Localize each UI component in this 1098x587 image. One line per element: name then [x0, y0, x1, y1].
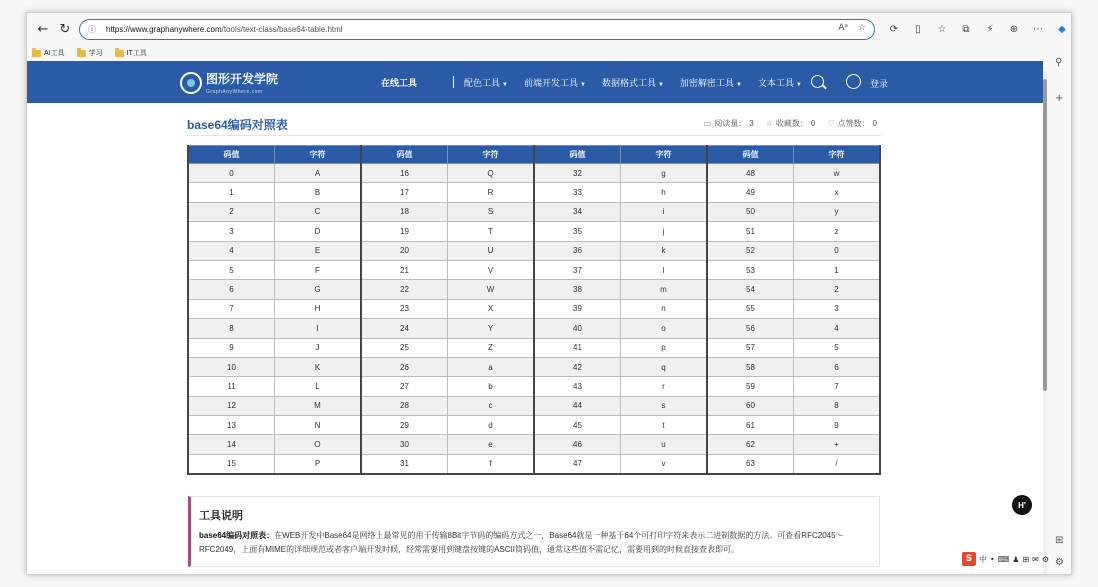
read-aloud-icon[interactable]: Aᵃ: [838, 23, 848, 33]
like-label: 点赞数：: [837, 119, 870, 128]
char-cell: a: [448, 357, 535, 376]
description-body: 在WEB开发中Base64是网络上最常见的用于传输8Bit字节码的编码方式之一，Base64就是一种基于64个可打印字符来表示二进制数据的方法。可查看RFC2045～RFC2049，上面有MIME的详细规范或者客户端开发时候，经常需要用到键盘按键的ASCII简码值，通常这些值不需记忆，需要用到的时候直接查表即可。: [199, 531, 844, 554]
char-cell: D: [275, 222, 362, 241]
nav-online-tools[interactable]: 在线工具: [381, 77, 418, 88]
nav-text-tools[interactable]: [758, 76, 802, 89]
code-value-cell: 50: [707, 202, 794, 221]
star-icon: ☆: [765, 119, 773, 128]
table-header-row: [188, 146, 880, 164]
char-cell: d: [448, 416, 535, 435]
base64-table: [187, 145, 881, 475]
char-cell: P: [275, 454, 362, 473]
code-value-cell: 62: [707, 435, 794, 454]
login-link[interactable]: 登录: [870, 79, 889, 89]
char-cell: 1: [794, 260, 881, 279]
read-value: 3: [749, 119, 754, 128]
code-value-cell: 4: [188, 241, 275, 260]
browser-essentials-icon[interactable]: ⊕: [1009, 23, 1019, 35]
char-cell: 3: [794, 299, 881, 318]
code-value-cell: 60: [707, 396, 794, 415]
bookmark-label: AI工具: [44, 50, 65, 57]
header-code: 码值: [188, 146, 275, 164]
char-cell: t: [621, 416, 708, 435]
description-lead: base64编码对照表：: [199, 531, 275, 540]
favorite-star-icon[interactable]: ☆: [857, 23, 866, 33]
favorites-icon[interactable]: ☆: [937, 23, 947, 35]
code-value-cell: 42: [534, 357, 621, 376]
code-value-cell: 44: [534, 396, 621, 415]
code-value-cell: 22: [361, 280, 448, 299]
char-cell: 0: [794, 241, 881, 260]
tool-description: [188, 496, 880, 567]
table-row: [188, 319, 880, 338]
header-code: 码值: [534, 146, 621, 164]
bookmarks-bar: [27, 45, 1072, 61]
char-cell: j: [621, 222, 708, 241]
code-value-cell: 41: [534, 338, 621, 357]
code-value-cell: 2: [188, 202, 275, 221]
char-cell: M: [275, 396, 362, 415]
heart-icon: ♡: [827, 119, 835, 128]
code-value-cell: 61: [707, 416, 794, 435]
description-text: [199, 529, 871, 557]
table-row: [188, 338, 880, 357]
caret-down-icon: ▼: [502, 81, 508, 88]
collections-icon[interactable]: ⧉: [962, 23, 970, 35]
code-value-cell: 27: [361, 377, 448, 396]
code-value-cell: 8: [188, 319, 275, 338]
code-value-cell: 49: [707, 183, 794, 202]
code-value-cell: 58: [707, 357, 794, 376]
code-value-cell: 6: [188, 280, 275, 299]
code-value-cell: 32: [534, 164, 621, 183]
nav-color-tools[interactable]: [464, 76, 508, 89]
code-value-cell: 18: [361, 202, 448, 221]
table-row: [188, 396, 880, 415]
code-value-cell: 52: [707, 241, 794, 260]
header-char: 字符: [448, 146, 535, 164]
sidebar-layout-icon[interactable]: ⊞: [1055, 535, 1064, 546]
char-cell: 4: [794, 319, 881, 338]
char-cell: Z: [448, 338, 535, 357]
char-cell: O: [275, 435, 362, 454]
char-cell: b: [448, 377, 535, 396]
char-cell: r: [621, 377, 708, 396]
char-cell: v: [621, 454, 708, 473]
char-cell: C: [275, 202, 362, 221]
code-value-cell: 35: [534, 222, 621, 241]
table-row: [188, 435, 880, 454]
header-code: 码值: [707, 146, 794, 164]
code-value-cell: 45: [534, 416, 621, 435]
title-row: [187, 116, 881, 136]
code-value-cell: 12: [188, 396, 275, 415]
nav-label: 前端开发工具: [523, 77, 578, 88]
char-cell: s: [621, 396, 708, 415]
code-value-cell: 59: [707, 377, 794, 396]
char-cell: E: [275, 241, 362, 260]
code-value-cell: 38: [534, 280, 621, 299]
table-row: [188, 377, 880, 396]
table-row: [188, 299, 880, 318]
code-value-cell: 40: [534, 319, 621, 338]
table-row: [188, 416, 880, 435]
nav-label: 配色工具: [464, 77, 501, 88]
search-icon[interactable]: [811, 75, 824, 88]
favorite-value: 0: [810, 119, 816, 128]
keyboard-icon[interactable]: ⌨: [997, 554, 1010, 564]
extension-icon[interactable]: ⟳: [889, 23, 899, 35]
char-cell: e: [448, 435, 535, 454]
table-row: [188, 222, 880, 241]
char-cell: x: [794, 183, 881, 202]
char-cell: A: [275, 164, 362, 183]
char-cell: l: [621, 260, 708, 279]
nav-divider: [453, 76, 454, 88]
code-value-cell: 63: [707, 454, 794, 473]
code-value-cell: 33: [534, 183, 621, 202]
code-value-cell: 55: [707, 299, 794, 318]
code-value-cell: 3: [188, 222, 275, 241]
char-cell: 9: [794, 416, 881, 435]
toolbox-icon[interactable]: ⊞: [1022, 554, 1030, 564]
char-cell: i: [621, 202, 708, 221]
nav-label: 文本工具: [757, 77, 794, 88]
code-value-cell: 36: [534, 241, 621, 260]
code-value-cell: 30: [361, 435, 448, 454]
code-value-cell: 17: [361, 183, 448, 202]
reload-icon[interactable]: ↻: [59, 21, 71, 37]
page-title: base64编码对照表: [187, 118, 288, 132]
header-code: 码值: [361, 146, 448, 164]
char-cell: h: [621, 183, 708, 202]
char-cell: 6: [794, 357, 881, 376]
code-value-cell: 10: [188, 357, 275, 376]
char-cell: n: [621, 299, 708, 318]
bookmark-ai-tools[interactable]: [32, 48, 65, 58]
code-value-cell: 24: [361, 319, 448, 338]
char-cell: z: [794, 222, 881, 241]
code-value-cell: 14: [188, 435, 275, 454]
code-value-cell: 1: [188, 183, 275, 202]
like-value: 0: [872, 119, 877, 128]
char-cell: Q: [448, 164, 535, 183]
char-cell: V: [448, 260, 535, 279]
char-cell: u: [621, 435, 708, 454]
table-row: [188, 454, 880, 473]
char-cell: G: [275, 280, 362, 299]
code-value-cell: 51: [707, 222, 794, 241]
folder-icon: [115, 50, 124, 57]
ime-settings-icon[interactable]: ⚙: [1041, 554, 1050, 564]
code-value-cell: 7: [188, 299, 275, 318]
read-icon: ▭: [703, 119, 712, 128]
table-row: [188, 202, 880, 221]
table-row: [188, 260, 880, 279]
caret-down-icon: ▼: [795, 81, 802, 88]
char-cell: f: [448, 454, 535, 473]
char-cell: T: [448, 222, 535, 241]
table-row: [188, 164, 880, 183]
code-value-cell: 56: [707, 319, 794, 338]
favorite-count[interactable]: [766, 118, 816, 129]
more-menu-icon[interactable]: ⋯: [1033, 23, 1043, 35]
char-cell: y: [794, 202, 881, 221]
char-cell: L: [275, 377, 362, 396]
code-value-cell: 48: [707, 164, 794, 183]
char-cell: B: [275, 183, 362, 202]
char-cell: J: [275, 338, 362, 357]
table-row: [188, 357, 880, 376]
caret-down-icon: ▼: [657, 81, 664, 88]
browser-toolbar: [27, 13, 1072, 45]
table-row: [188, 280, 880, 299]
code-value-cell: 19: [361, 222, 448, 241]
sidebar-add-icon[interactable]: +: [1055, 93, 1064, 104]
code-value-cell: 54: [707, 280, 794, 299]
code-value-cell: 13: [188, 416, 275, 435]
code-value-cell: 0: [188, 164, 275, 183]
main-nav: [381, 61, 818, 103]
sidebar-search-icon[interactable]: ⚲: [1055, 57, 1063, 68]
code-value-cell: 5: [188, 260, 275, 279]
favorite-label: 收藏数：: [775, 119, 808, 128]
folder-icon: [77, 50, 86, 57]
code-value-cell: 57: [707, 338, 794, 357]
browser-window: [26, 12, 1072, 575]
code-value-cell: 31: [361, 454, 448, 473]
table-row: [188, 183, 880, 202]
char-cell: 7: [794, 377, 881, 396]
code-value-cell: 25: [361, 338, 448, 357]
code-value-cell: 9: [188, 338, 275, 357]
code-value-cell: 16: [361, 164, 448, 183]
scrollbar-thumb[interactable]: [1043, 79, 1047, 391]
char-cell: K: [275, 357, 362, 376]
code-value-cell: 39: [534, 299, 621, 318]
char-cell: 2: [794, 280, 881, 299]
char-cell: c: [448, 396, 535, 415]
folder-icon: [32, 50, 41, 57]
table-body: [188, 164, 880, 474]
char-cell: X: [448, 299, 535, 318]
back-icon[interactable]: ←: [37, 21, 49, 37]
sogou-ime-icon[interactable]: S: [962, 552, 976, 566]
code-value-cell: 15: [188, 454, 275, 473]
char-cell: k: [621, 241, 708, 260]
split-screen-icon[interactable]: ▯: [915, 23, 921, 35]
char-cell: I: [275, 319, 362, 338]
edge-sidebar: [1047, 45, 1072, 575]
nav-label: 数据格式工具: [601, 77, 656, 88]
char-cell: o: [621, 319, 708, 338]
char-cell: R: [448, 183, 535, 202]
page-scrollbar[interactable]: [1041, 71, 1050, 575]
like-count[interactable]: [827, 118, 877, 129]
char-cell: N: [275, 416, 362, 435]
char-cell: w: [794, 164, 881, 183]
char-cell: U: [448, 241, 535, 260]
mail-icon[interactable]: ✉: [1032, 554, 1039, 564]
char-cell: +: [794, 435, 881, 454]
user-icon[interactable]: [846, 74, 861, 89]
nav-data-format-tools[interactable]: [602, 76, 664, 89]
code-value-cell: 34: [534, 202, 621, 221]
char-cell: H: [275, 299, 362, 318]
web-page: [27, 61, 1043, 575]
address-bar[interactable]: [79, 19, 875, 40]
logo-subtitle: GraphAnyWhere.com: [206, 89, 263, 95]
code-value-cell: 37: [534, 260, 621, 279]
code-value-cell: 46: [534, 435, 621, 454]
code-value-cell: 53: [707, 260, 794, 279]
char-cell: g: [621, 164, 708, 183]
ime-language[interactable]: 中: [979, 554, 987, 564]
code-value-cell: 23: [361, 299, 448, 318]
char-cell: S: [448, 202, 535, 221]
logo-title: 图形开发学院: [206, 72, 279, 86]
nav-crypto-tools[interactable]: [680, 76, 742, 89]
description-heading: 工具说明: [199, 510, 243, 522]
site-info-icon[interactable]: ⓘ: [88, 25, 96, 34]
page-stats: [704, 118, 877, 129]
char-cell: /: [794, 454, 881, 473]
caret-down-icon: ▼: [735, 81, 742, 88]
ime-punct-icon[interactable]: •: [990, 554, 995, 564]
char-cell: p: [621, 338, 708, 357]
site-logo[interactable]: [180, 70, 278, 95]
performance-icon[interactable]: ⚡: [986, 23, 994, 35]
char-cell: Y: [448, 319, 535, 338]
code-value-cell: 20: [361, 241, 448, 260]
site-header: [27, 61, 1043, 103]
skin-icon[interactable]: ♟: [1012, 554, 1020, 564]
logo-icon: [180, 72, 202, 94]
bookmark-study[interactable]: [77, 48, 103, 58]
code-value-cell: 11: [188, 377, 275, 396]
code-value-cell: 47: [534, 454, 621, 473]
url-path: /tools/text-class/base64-table.html: [221, 25, 343, 34]
bookmark-label: 学习: [88, 50, 103, 57]
char-cell: q: [621, 357, 708, 376]
nav-label: 加密解密工具: [679, 77, 734, 88]
code-value-cell: 43: [534, 377, 621, 396]
read-label: 阅读量：: [714, 119, 747, 128]
code-value-cell: 26: [361, 357, 448, 376]
bookmark-it-tools[interactable]: [115, 48, 147, 58]
char-cell: F: [275, 260, 362, 279]
url-host: https://www.graphanywhere.com: [106, 25, 222, 34]
header-char: 字符: [794, 146, 881, 164]
bookmark-label: IT工具: [126, 50, 147, 57]
header-char: 字符: [275, 146, 362, 164]
code-value-cell: 29: [361, 416, 448, 435]
read-count: [704, 118, 754, 129]
system-tray: [962, 550, 1049, 568]
char-cell: m: [621, 280, 708, 299]
toolbar-extensions: [885, 18, 1071, 40]
table-row: [188, 241, 880, 260]
char-cell: 5: [794, 338, 881, 357]
code-value-cell: 28: [361, 396, 448, 415]
sidebar-settings-icon[interactable]: ⚙: [1055, 557, 1064, 568]
header-char: 字符: [621, 146, 708, 164]
floating-assistant-button[interactable]: H': [1012, 495, 1032, 515]
copilot-icon[interactable]: ◆: [1058, 23, 1066, 35]
caret-down-icon: ▼: [580, 81, 586, 88]
char-cell: W: [448, 280, 535, 299]
nav-frontend-tools[interactable]: [524, 76, 586, 89]
code-value-cell: 21: [361, 260, 448, 279]
char-cell: 8: [794, 396, 881, 415]
